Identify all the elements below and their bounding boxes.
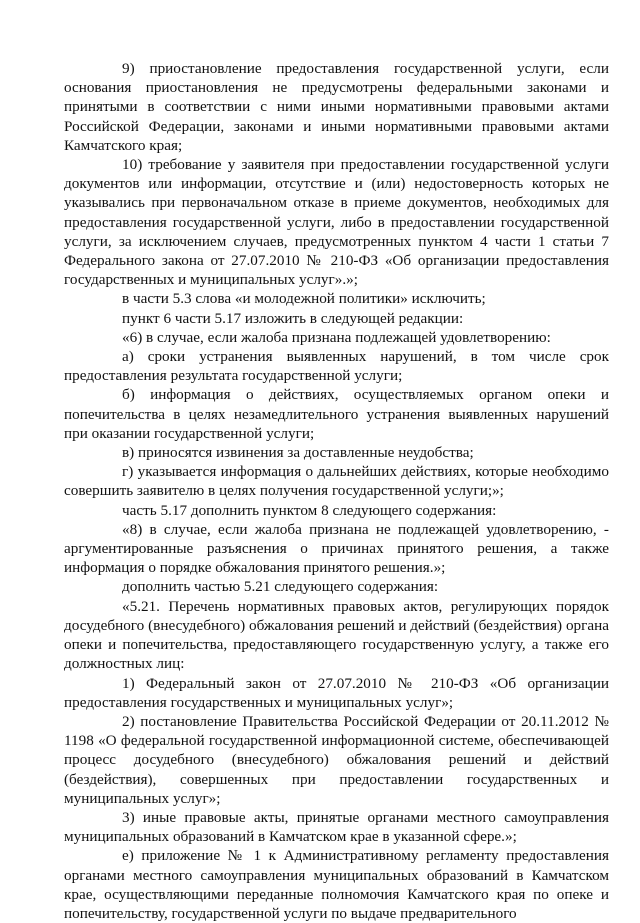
paragraph-subitem-v: в) приносятся извинения за доставленные неудобства; <box>122 444 474 462</box>
paragraph-part-5-3: в части 5.3 слова «и молодежной политики» исключить; <box>122 290 486 308</box>
paragraph-item-10: 10) требование у заявителя при предоставлении государственной услуги документов или информации, отсутствие и (или) недостоверность которых не указывались при первоначальном отказе в приеме документов, необходимых для предоставления государственной услуги, либо в предоставлении государственной услуги, за исключением случаев, предусмотренных пунктом 4 части 1 статьи 7 Федерального закона от 27.07.2010 № 210-ФЗ «Об организации предоставления государственных и муниципальных услуг».»; <box>64 156 609 289</box>
paragraph-point-6-intro: пункт 6 части 5.17 изложить в следующей редакции: <box>122 309 464 327</box>
paragraph-item-9: 9) приостановление предоставления государственной услуги, если основания приостановления не предусмотрены федеральными законами и принятыми в соответствии с ними иными нормативными правовыми актами Российской Федерации, законами и иными нормативными правовыми актами Камчатского края; <box>64 60 609 154</box>
paragraph-list-item-1: 1) Федеральный закон от 27.07.2010 № 210-ФЗ «Об организации предоставления государственных и муниципальных услуг»; <box>64 674 609 711</box>
paragraph-subitem-e: е) приложение № 1 к Административному регламенту предоставления органами местного самоуправления муниципальных образований в Камчатском крае, осуществляющими переданные полномочия Камчатского края по опеке и попечительству, государственной услуги по выдаче предварительного <box>64 847 609 922</box>
paragraph-point-6: «6) в случае, если жалоба признана подлежащей удовлетворению: <box>122 328 551 346</box>
paragraph-list-item-3: 3) иные правовые акты, принятые органами местного самоуправления муниципальных образований в Камчатском крае в указанной сфере.»; <box>64 808 609 846</box>
paragraph-subitem-b: б) информация о действиях, осуществляемых органом опеки и попечительства в целях незамедлительного устранения выявленных нарушений при оказании государственной услуги; <box>64 386 609 442</box>
paragraph-subitem-g: г) указывается информация о дальнейших действиях, которые необходимо совершить заявителю в целях получения государственной услуги;»; <box>64 463 609 500</box>
paragraph-list-item-2: 2) постановление Правительства Российской Федерации от 20.11.2012 № 1198 «О федеральной государственной информационной системе, обеспечивающей процесс досудебного (внесудебного) обжалования решений и действий (бездействия), совершенных при предоставлении государственных и муниципальных услуг»; <box>64 712 609 807</box>
paragraph-subitem-a: а) сроки устранения выявленных нарушений, в том числе срок предоставления результата государственной услуги; <box>64 348 609 385</box>
paragraph-part-5-21-intro: дополнить частью 5.21 следующего содержания: <box>122 578 439 596</box>
paragraph-point-8: «8) в случае, если жалоба признана не подлежащей удовлетворению, - аргументированные разъяснения о причинах принятого решения, а также информация о порядке обжалования принятого решения.»; <box>64 520 609 577</box>
paragraph-point-8-intro: часть 5.17 дополнить пунктом 8 следующего содержания: <box>122 501 497 519</box>
paragraph-part-5-21: «5.21. Перечень нормативных правовых актов, регулирующих порядок досудебного (внесудебного) обжалования решений и действий (бездействия) органа опеки и попечительства, предоставляющего государственную услугу, а также его должностных лиц: <box>64 597 609 673</box>
